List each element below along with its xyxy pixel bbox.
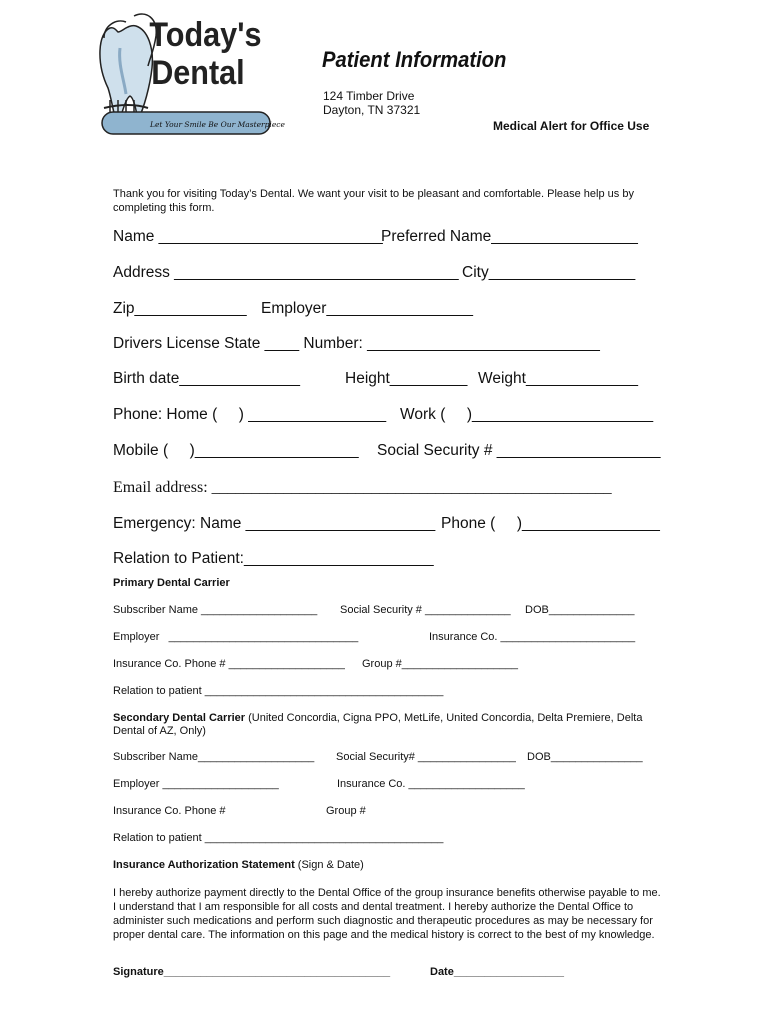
secondary-carrier-title: Secondary Dental Carrier [113,712,246,724]
relation-field[interactable]: Relation to Patient:______________________ [113,550,434,567]
secondary-ssn-field[interactable]: Social Security# ________________ [336,751,516,763]
preferred-name-field[interactable]: Preferred Name_________________ [381,228,638,245]
drivers-license-field[interactable]: Drivers License State ____ Number: ___________________________ [113,335,600,352]
signature-field[interactable]: Signature_____________________________________ [113,966,391,978]
weight-field[interactable]: Weight_____________ [478,370,639,387]
home-phone-field[interactable]: Phone: Home ( ) ________________ [113,406,387,423]
intro-text: Thank you for visiting Today’s Dental. We want your visit to be pleasant and comfortable. Please help us by completing this form. [113,188,634,214]
authorization-title: Insurance Authorization Statement [113,859,295,871]
height-field[interactable]: Height_________ [345,370,468,387]
secondary-relation-field[interactable]: Relation to patient _______________________________________ [113,832,444,844]
secondary-carrier-heading [113,712,661,739]
mobile-phone-field[interactable]: Mobile ( )___________________ [113,442,359,459]
ssn-field[interactable]: Social Security # ___________________ [377,442,661,459]
zip-field[interactable]: Zip_____________ [113,300,247,317]
primary-carrier-heading: Primary Dental Carrier [113,577,230,589]
secondary-employer-field[interactable]: Employer ___________________ [113,778,279,790]
address-field[interactable]: Address _________________________________ [113,264,459,281]
tooth-logo-icon [90,8,285,156]
authorization-heading [113,859,364,871]
primary-subscriber-field[interactable]: Subscriber Name ___________________ [113,604,318,616]
secondary-insurance-co-field[interactable]: Insurance Co. ___________________ [337,778,525,790]
email-field[interactable]: Email address: __________________________________________________ [113,479,612,496]
city-field[interactable]: City_________________ [462,264,636,281]
authorization-note: (Sign & Date) [294,859,364,871]
emergency-name-field[interactable]: Emergency: Name ______________________ [113,515,436,532]
logo-line2: Dental [151,53,245,92]
work-phone-field[interactable]: Work ( )_____________________ [400,406,654,423]
secondary-subscriber-field[interactable]: Subscriber Name___________________ [113,751,315,763]
todays-dental-logo [90,8,285,156]
authorization-text: I hereby authorize payment directly to the Dental Office of the group insurance benefits otherwise payable to me. I understand that I am responsible for all costs and dental treatment. I hereby authorize the Dental Office to administer such medications and perform such diagnostic and therapeutic procedures as may be necessary for proper dental care. The information on this page and the medical history is correct to the best of my knowledge. [113,887,661,941]
medical-alert-label: Medical Alert for Office Use [493,119,650,133]
primary-group-field[interactable]: Group #___________________ [362,658,518,670]
logo-tagline: Let Your Smile Be Our Masterpiece [150,120,285,129]
primary-ssn-field[interactable]: Social Security # ______________ [340,604,511,616]
primary-ins-phone-field[interactable]: Insurance Co. Phone # ___________________ [113,658,345,670]
address-line-1: 124 Timber Drive [323,89,415,103]
primary-dob-field[interactable]: DOB______________ [525,604,635,616]
primary-employer-field[interactable]: Employer _______________________________ [113,631,359,643]
emergency-phone-field[interactable]: Phone ( )________________ [441,515,660,532]
date-field[interactable]: Date__________________ [430,966,564,978]
employer-field[interactable]: Employer_________________ [261,300,474,317]
primary-relation-field[interactable]: Relation to patient _______________________________________ [113,685,444,697]
page-title: Patient Information [322,47,507,72]
logo-line1: Today's [149,15,262,54]
secondary-ins-phone-field[interactable]: Insurance Co. Phone # [113,805,226,817]
name-field[interactable]: Name __________________________ [113,228,383,245]
secondary-carrier-note: (United Concordia, Cigna PPO, MetLife, United Concordia, Delta Premiere, Delta Dental of AZ, Only) [113,712,643,738]
secondary-group-field[interactable]: Group # [326,805,366,817]
primary-insurance-co-field[interactable]: Insurance Co. ______________________ [429,631,636,643]
birth-date-field[interactable]: Birth date______________ [113,370,301,387]
secondary-dob-field[interactable]: DOB_______________ [527,751,643,763]
address-line-2: Dayton, TN 37321 [323,103,421,117]
